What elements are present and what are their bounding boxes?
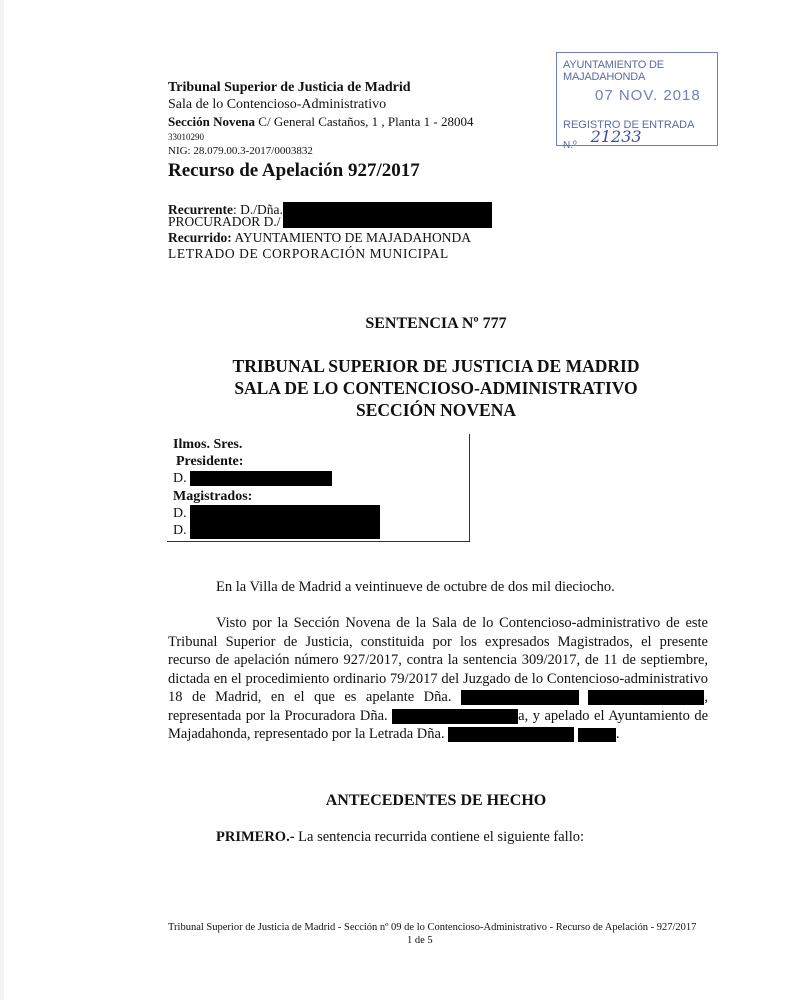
page-footer: Tribunal Superior de Justicia de Madrid - Sección nº 09 de lo Contencioso-Administrativo - Recurso de Apelación - 927/2017 <box>168 922 697 933</box>
redaction-block <box>190 505 380 522</box>
page-number: 1 de 5 <box>407 935 433 946</box>
stamp-num-label: N.º <box>563 140 577 151</box>
sala-name: Sala de lo Contencioso-Administrativo <box>168 97 387 112</box>
magistrado-row-2 <box>173 522 380 540</box>
magistrado-row-1 <box>173 505 380 523</box>
visto-text-4: . <box>615 726 620 742</box>
antecedentes-title: ANTECEDENTES DE HECHO <box>325 792 547 809</box>
address: C/ General Castaños, 1 , Planta 1 - 28004 <box>255 114 474 129</box>
recurso-title: Recurso de Apelación 927/2017 <box>168 160 420 181</box>
visto-text-1: Visto por la Sección Novena de la Sala de lo Contencioso-administrativo de este Tribunal Superior de Justicia, constituida por los expresados Magistrados, el presente recurso de apelación número 927/2017, contra la sentencia 309/2017, de 11 de septiembre, dictada en el procedimiento ordinario 79/2017 del Juzgado de lo Contencioso-administrativo 18 de Madrid, en el que es apelante Dña. <box>168 615 708 705</box>
judges-box <box>167 434 470 542</box>
court-name: Tribunal Superior de Justicia de Madrid <box>168 80 411 95</box>
letrado-line: LETRADO DE CORPORACIÓN MUNICIPAL <box>168 246 449 261</box>
redaction-block <box>190 471 332 486</box>
procurador-line <box>168 214 281 230</box>
recurrido-label: Recurrido: <box>168 230 232 245</box>
stamp-date: 07 NOV. 2018 <box>595 87 701 104</box>
redaction-block <box>578 728 616 742</box>
redaction-block <box>283 202 492 228</box>
redaction-block <box>461 690 579 705</box>
nig-number: NIG: 28.079.00.3-2017/0003832 <box>168 145 313 157</box>
visto-text-3: a, y apelado el Ayuntamiento de Majadahonda, representado por la Letrada Dña. <box>168 707 709 742</box>
court-title-line1: TRIBUNAL SUPERIOR DE JUSTICIA DE MADRID <box>232 356 640 376</box>
recurrente-label: Recurrente <box>168 202 233 218</box>
recurrente-value: : D./Dña. <box>232 202 283 218</box>
primero-text: La sentencia recurrida contiene el siguiente fallo: <box>294 829 585 845</box>
primero-paragraph <box>216 829 584 846</box>
sentencia-title: SENTENCIA Nº 777 <box>365 315 507 332</box>
magistrado-prefix: D. <box>173 506 187 521</box>
redaction-block <box>392 709 518 724</box>
court-title-line3: SECCIÓN NOVENA <box>356 400 516 420</box>
redaction-block <box>190 522 380 539</box>
visto-paragraph <box>168 614 708 744</box>
recurrido-line <box>168 230 471 246</box>
judges-heading: Ilmos. Sres. <box>173 437 243 452</box>
presidente-label: Presidente: <box>176 454 244 469</box>
stamp-registro: REGISTRO DE ENTRADA <box>563 119 695 131</box>
primero-label: PRIMERO.- <box>216 829 295 845</box>
stamp-number: 21233 <box>590 127 642 146</box>
presidente-prefix: D. <box>173 471 187 486</box>
magistrado-prefix: D. <box>173 523 187 538</box>
magistrados-label: Magistrados: <box>173 489 253 504</box>
case-code: 33010290 <box>168 132 204 142</box>
registry-stamp <box>556 52 718 151</box>
fecha-paragraph: En la Villa de Madrid a veintinueve de octubre de dos mil dieciocho. <box>216 579 615 595</box>
court-title-line2: SALA DE LO CONTENCIOSO-ADMINISTRATIVO <box>234 378 638 398</box>
seccion-address <box>168 114 473 130</box>
page-edge <box>0 0 4 1000</box>
stamp-org: AYUNTAMIENTO DE MAJADAHONDA <box>563 59 664 83</box>
redaction-block <box>588 690 704 705</box>
procurador-label: PROCURADOR D./ <box>168 214 281 229</box>
stamp-number-row <box>563 127 642 152</box>
seccion-label: Sección Novena <box>168 114 256 129</box>
recurrido-value: AYUNTAMIENTO DE MAJADAHONDA <box>231 230 472 245</box>
presidente-row <box>173 470 332 488</box>
visto-text-2: , representada por la Procuradora Dña. <box>168 689 709 724</box>
redaction-block <box>448 727 574 742</box>
court-title-block <box>0 355 792 421</box>
